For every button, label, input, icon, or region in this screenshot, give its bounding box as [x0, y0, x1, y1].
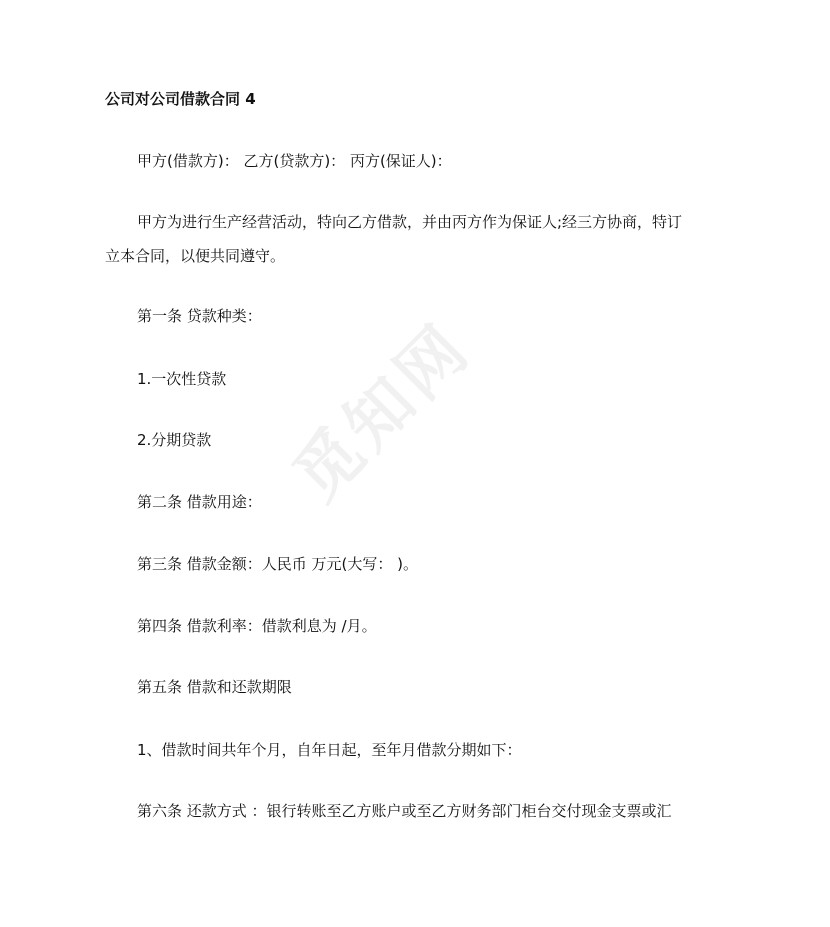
article-3: 第三条 借款金额：人民币 万元(大写： )。	[137, 555, 419, 573]
watermark: 觅知网	[278, 308, 486, 516]
article-2: 第二条 借款用途：	[137, 493, 262, 511]
article-6: 第六条 还款方式 ：银行转账至乙方账户或至乙方财务部门柜台交付现金支票或汇	[137, 802, 672, 820]
article-4: 第四条 借款利率：借款利息为 /月。	[137, 617, 377, 635]
article-5: 第五条 借款和还款期限	[137, 678, 292, 696]
article-1: 第一条 贷款种类：	[137, 307, 262, 325]
intro-line-1: 甲方为进行生产经营活动，特向乙方借款，并由丙方作为保证人;经三方协商，特订	[137, 213, 683, 231]
term-item-1: 1、借款时间共年个月，自年日起，至年月借款分期如下：	[137, 741, 522, 759]
loan-type-item-2: 2.分期贷款	[137, 431, 212, 449]
intro-line-2: 立本合同，以便共同遵守。	[105, 247, 286, 265]
document-title: 公司对公司借款合同 4	[105, 90, 256, 108]
loan-type-item-1: 1.一次性贷款	[137, 370, 227, 388]
parties-line: 甲方(借款方)： 乙方(贷款方)： 丙方(保证人)：	[137, 152, 452, 170]
